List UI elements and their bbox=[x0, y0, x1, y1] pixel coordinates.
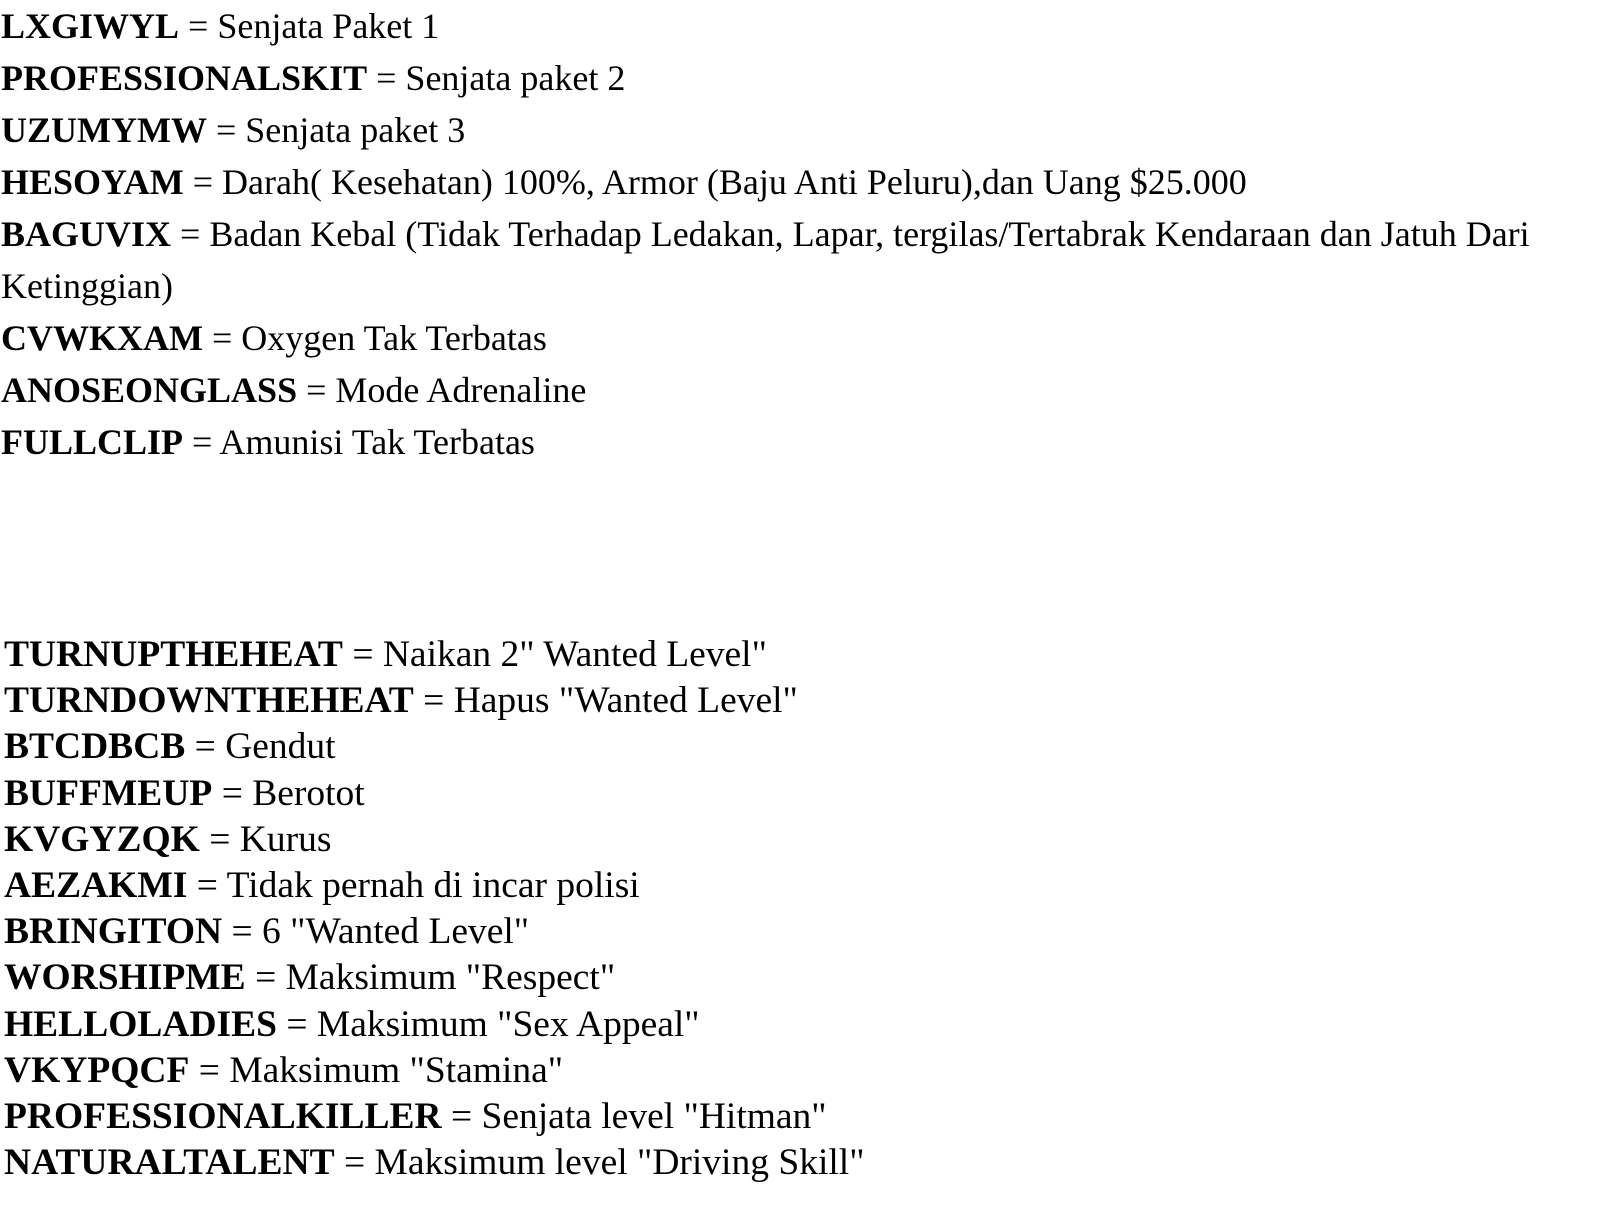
cheat-description: Maksimum "Respect" bbox=[285, 957, 616, 999]
equals-separator: = bbox=[206, 110, 246, 150]
cheat-line bbox=[4, 817, 1564, 863]
cheat-code: BAGUVIX bbox=[1, 214, 172, 254]
equals-separator: = bbox=[183, 422, 220, 462]
cheat-line bbox=[4, 1094, 1564, 1140]
cheat-line bbox=[1, 364, 1561, 416]
cheat-code: LXGIWYL bbox=[1, 6, 180, 46]
cheat-description: Badan Kebal (Tidak Terhadap Ledakan, Lapar, tergilas/Tertabrak Kendaraan dan Jatuh Dari Ketinggian) bbox=[1, 214, 1530, 306]
cheat-code: WORSHIPME bbox=[4, 957, 246, 999]
cheat-line bbox=[1, 52, 1561, 104]
cheat-code: CVWKXAM bbox=[1, 318, 203, 358]
cheat-list-1 bbox=[1, 0, 1561, 468]
cheat-description: Maksimum "Sex Appeal" bbox=[316, 1003, 700, 1045]
equals-separator: = bbox=[413, 680, 454, 722]
equals-separator: = bbox=[199, 818, 240, 860]
equals-separator: = bbox=[297, 370, 336, 410]
cheat-description: Amunisi Tak Terbatas bbox=[219, 422, 535, 462]
cheat-line bbox=[1, 104, 1561, 156]
cheat-description: Senjata paket 2 bbox=[405, 58, 626, 98]
cheat-description: Gendut bbox=[225, 726, 336, 768]
cheat-code: BRINGITON bbox=[4, 911, 223, 953]
cheat-line bbox=[1, 156, 1561, 208]
cheat-description: Oxygen Tak Terbatas bbox=[241, 318, 547, 358]
cheat-line bbox=[4, 771, 1564, 817]
equals-separator: = bbox=[342, 634, 383, 675]
equals-separator: = bbox=[171, 214, 210, 254]
equals-separator: = bbox=[334, 1142, 375, 1184]
cheat-code: PROFESSIONALKILLER bbox=[4, 1095, 442, 1137]
equals-separator: = bbox=[245, 957, 286, 999]
cheat-code: UZUMYMW bbox=[1, 110, 207, 150]
cheat-line bbox=[4, 909, 1564, 955]
cheat-code: HESOYAM bbox=[1, 162, 184, 202]
cheat-description: Maksimum level "Driving Skill" bbox=[374, 1142, 865, 1184]
equals-separator: = bbox=[367, 58, 406, 98]
cheat-line bbox=[4, 863, 1564, 909]
cheat-description: Kurus bbox=[239, 818, 332, 860]
cheat-description: Hapus "Wanted Level" bbox=[453, 680, 798, 722]
cheat-line bbox=[1, 312, 1561, 364]
cheat-code: TURNDOWNTHEHEAT bbox=[4, 680, 414, 722]
cheat-code: PROFESSIONALSKIT bbox=[1, 58, 368, 98]
cheat-line bbox=[4, 724, 1564, 770]
cheat-code: FULLCLIP bbox=[1, 422, 184, 462]
cheat-line bbox=[4, 632, 1564, 678]
cheat-description: Senjata paket 3 bbox=[245, 110, 466, 150]
equals-separator: = bbox=[441, 1095, 482, 1137]
equals-separator: = bbox=[179, 6, 218, 46]
equals-separator: = bbox=[277, 1003, 317, 1045]
cheat-line bbox=[1, 416, 1561, 468]
cheat-description: 6 "Wanted Level" bbox=[262, 911, 530, 953]
equals-separator: = bbox=[185, 726, 226, 768]
cheat-line bbox=[4, 955, 1564, 1001]
cheat-description: Berotot bbox=[252, 772, 365, 814]
cheat-code: TURNUPTHEHEAT bbox=[4, 634, 343, 675]
cheat-line bbox=[4, 678, 1564, 724]
cheat-code: HELLOLADIES bbox=[4, 1003, 278, 1045]
cheat-code: KVGYZQK bbox=[4, 818, 200, 860]
cheat-line bbox=[4, 1048, 1564, 1094]
cheat-description: Naikan 2" Wanted Level" bbox=[382, 634, 767, 675]
equals-separator: = bbox=[212, 772, 253, 814]
equals-separator: = bbox=[187, 864, 227, 906]
cheat-code: AEZAKMI bbox=[4, 864, 188, 906]
cheat-list-2 bbox=[4, 632, 1564, 1186]
cheat-line bbox=[4, 1140, 1564, 1186]
cheat-line bbox=[4, 1002, 1564, 1048]
cheat-description: Darah( Kesehatan) 100%, Armor (Baju Anti Peluru),dan Uang $25.000 bbox=[222, 162, 1247, 202]
cheat-description: Mode Adrenaline bbox=[335, 370, 587, 410]
cheat-line bbox=[1, 0, 1561, 52]
equals-separator: = bbox=[202, 318, 242, 358]
equals-separator: = bbox=[222, 911, 263, 953]
cheat-description: Tidak pernah di incar polisi bbox=[226, 864, 640, 906]
equals-separator: = bbox=[183, 162, 223, 202]
cheat-code: VKYPQCF bbox=[4, 1049, 190, 1091]
cheat-description: Senjata Paket 1 bbox=[217, 6, 440, 46]
equals-separator: = bbox=[189, 1049, 230, 1091]
cheat-line bbox=[1, 208, 1561, 312]
cheat-code: ANOSEONGLASS bbox=[1, 370, 298, 410]
cheat-code: NATURALTALENT bbox=[4, 1142, 335, 1184]
cheat-code: BUFFMEUP bbox=[4, 772, 213, 814]
cheat-description: Maksimum "Stamina" bbox=[229, 1049, 564, 1091]
cheat-code: BTCDBCB bbox=[4, 726, 186, 768]
cheat-description: Senjata level "Hitman" bbox=[481, 1095, 827, 1137]
